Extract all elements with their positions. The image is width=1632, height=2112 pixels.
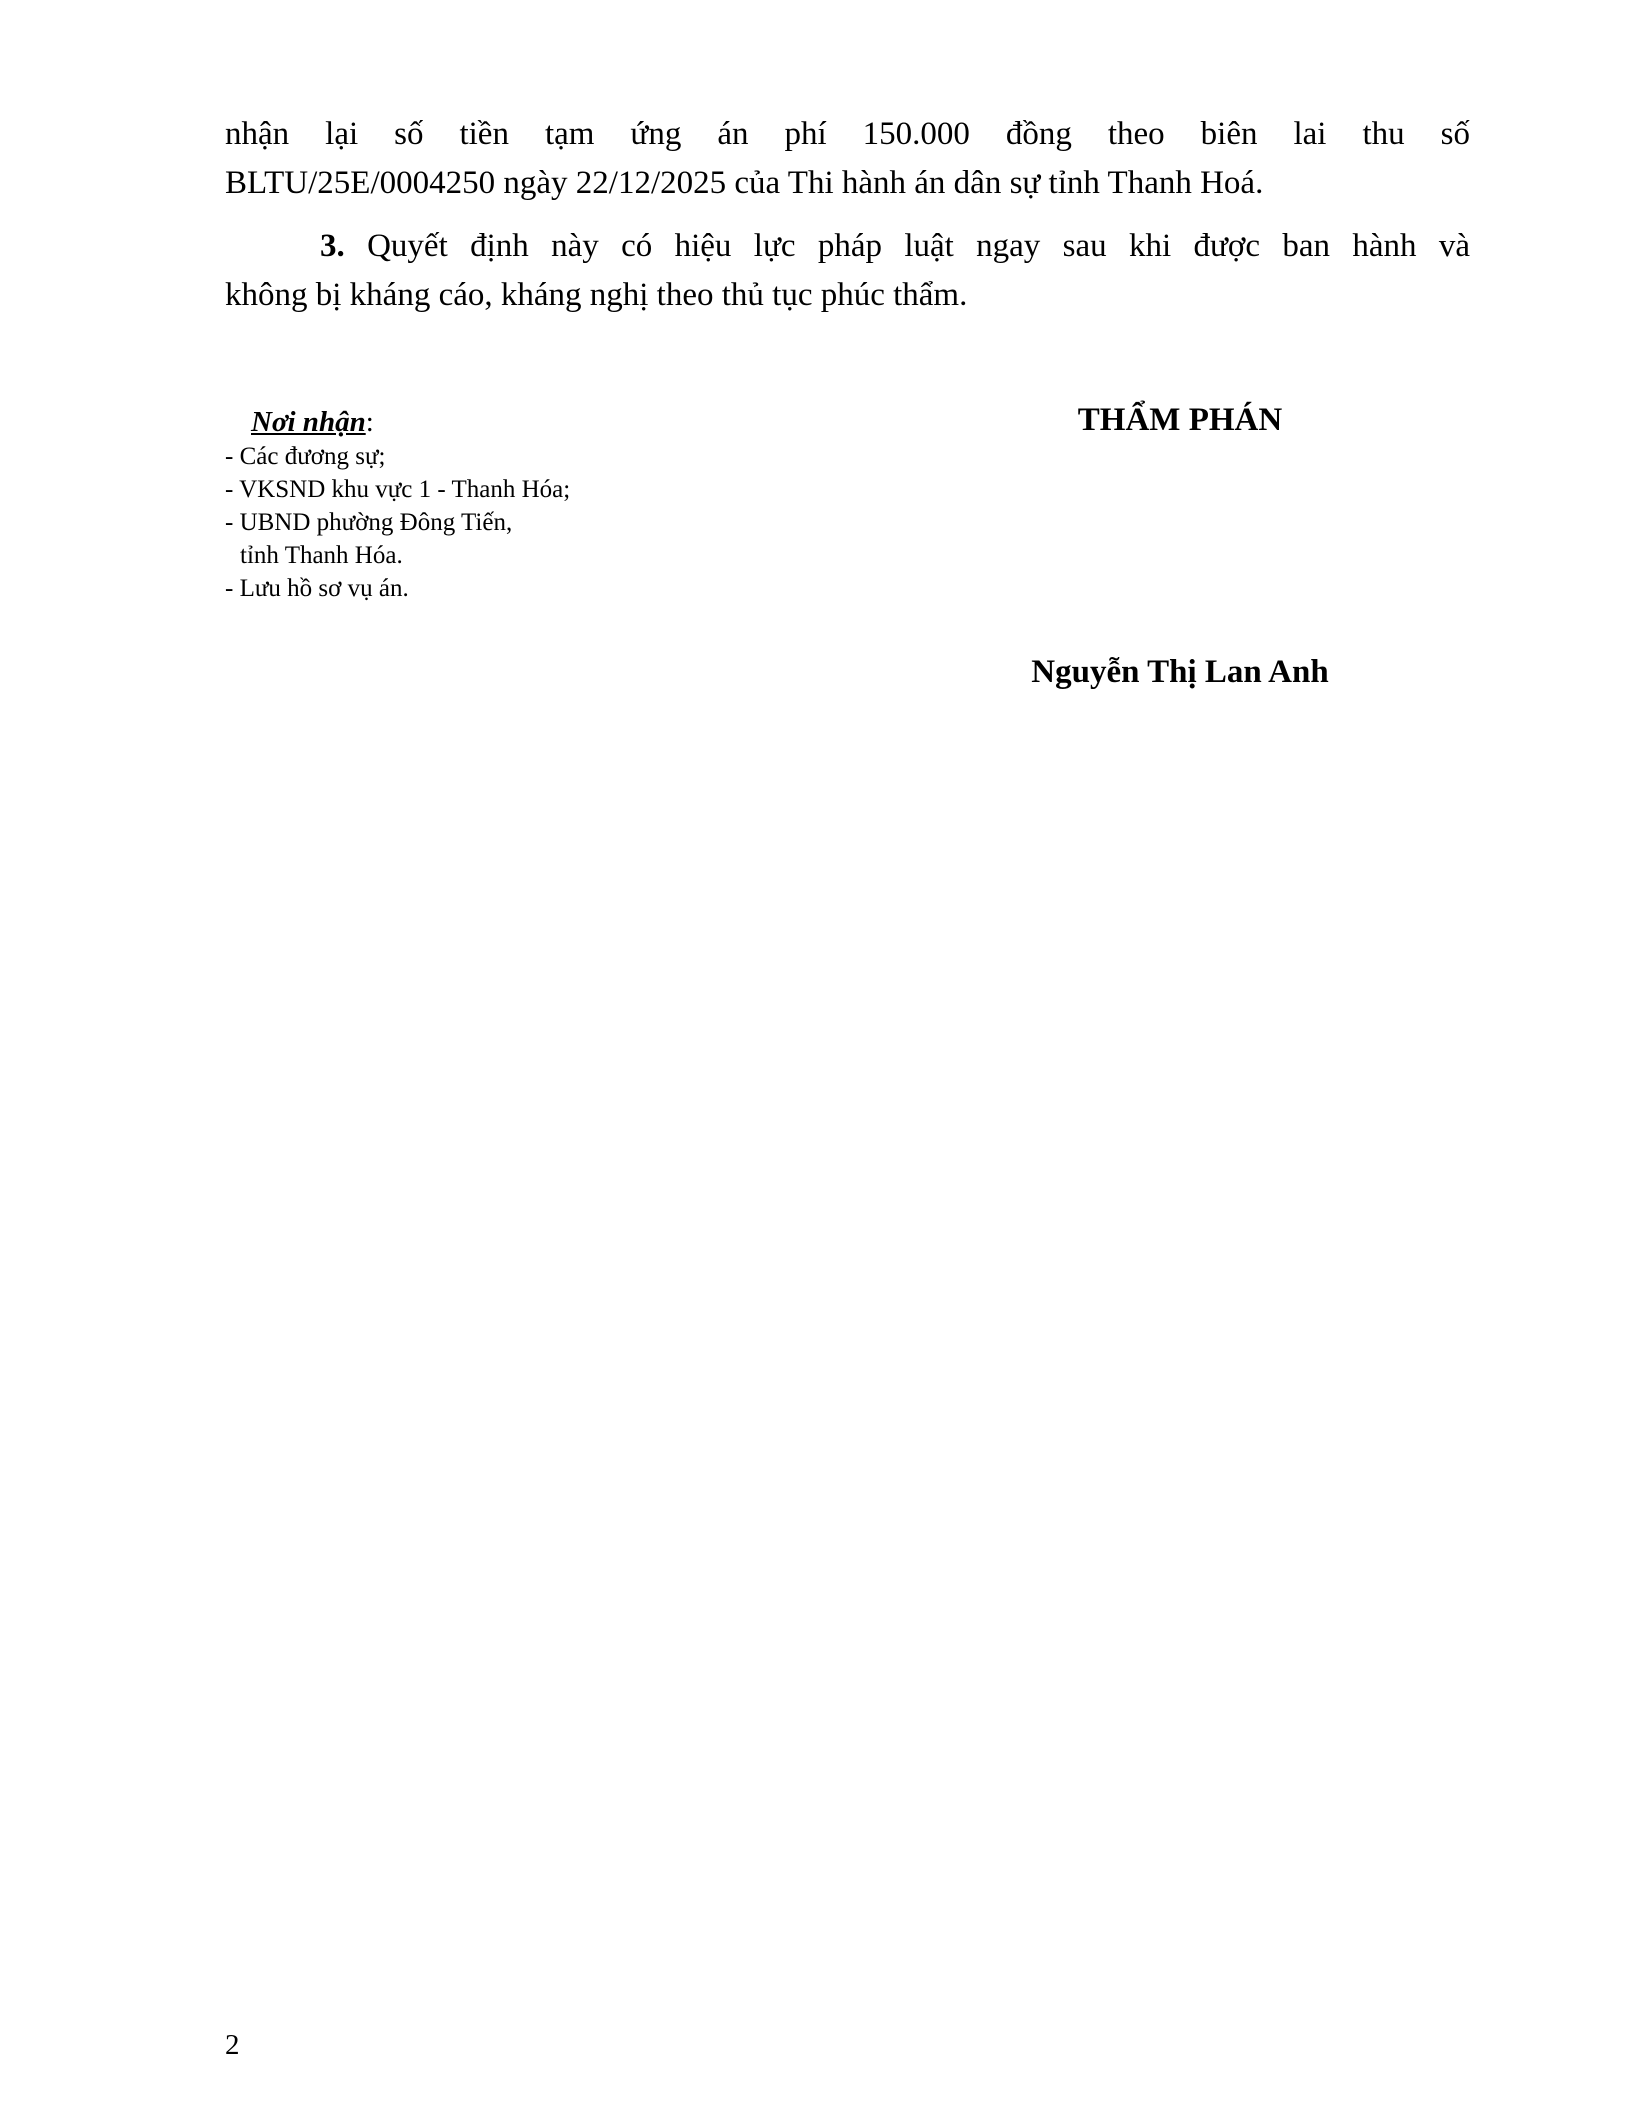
page-number: 2 (225, 2029, 240, 2061)
recipient-item-text: - UBND phường Đông Tiến, (225, 509, 513, 536)
recipient-item: - Các đương sự; (225, 443, 386, 470)
paragraph-effectiveness (225, 222, 1470, 320)
signer-title: THẨM PHÁN (1077, 402, 1283, 438)
recipient-item (225, 506, 745, 572)
signer-name: Nguyễn Thị Lan Anh (1031, 654, 1329, 690)
recipient-item: - Lưu hồ sơ vụ án. (225, 575, 409, 602)
recipient-item-continuation: tỉnh Thanh Hóa. (240, 542, 403, 569)
paragraph-refund-line-2: BLTU/25E/0004250 ngày 22/12/2025 của Thi hành án dân sự tỉnh Thanh Hoá. (225, 165, 1264, 201)
recipients-heading (225, 402, 745, 442)
recipients-block (225, 402, 745, 605)
paragraph-refund (225, 110, 1470, 208)
paragraph-refund-line-1: nhận lại số tiền tạm ứng án phí 150.000 đồng theo biên lai thu số (225, 116, 1470, 152)
paragraph-effectiveness-line-1 (225, 222, 1470, 271)
recipient-item: - VKSND khu vực 1 - Thanh Hóa; (225, 476, 571, 503)
clause-number: 3. (320, 228, 345, 264)
recipients-heading-label: Nơi nhận (251, 406, 366, 438)
paragraph-effectiveness-text-1: Quyết định này có hiệu lực pháp luật ngay sau khi được ban hành và (344, 228, 1470, 264)
paragraph-effectiveness-line-2: không bị kháng cáo, kháng nghị theo thủ tục phúc thẩm. (225, 277, 968, 313)
recipients-list (225, 440, 745, 605)
recipients-heading-colon: : (365, 406, 374, 438)
